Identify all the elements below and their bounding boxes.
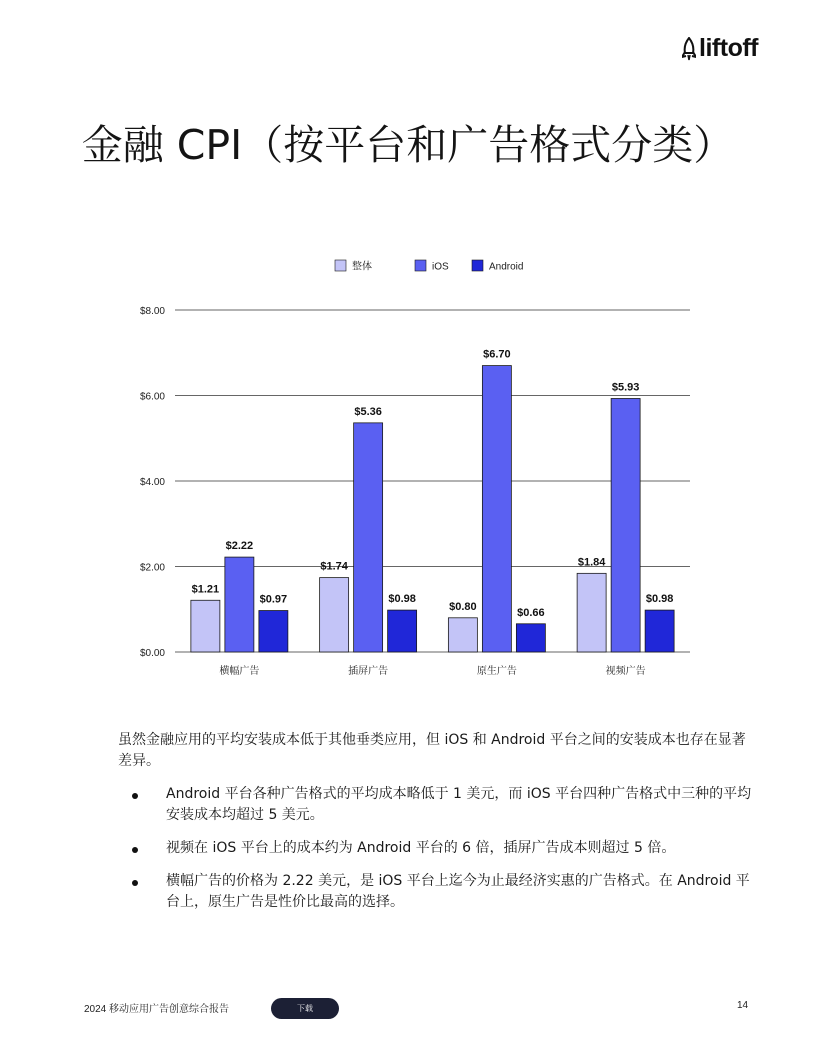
bullet-text: 横幅广告的价格为 2.22 美元，是 iOS 平台上迄今为止最经济实惠的广告格式。在 Android 平台上，原生广告是性价比最高的选择。 (166, 873, 750, 910)
legend-swatch (415, 260, 426, 271)
data-label: $0.98 (645, 593, 674, 606)
bar (320, 578, 349, 652)
bar (516, 624, 545, 652)
page-number: 14 (737, 1000, 749, 1011)
category-label: 插屏广告 (348, 666, 389, 677)
bullet-dot-icon (132, 880, 138, 886)
y-tick-label: $2.00 (139, 562, 165, 574)
bullet-dot-icon (132, 793, 138, 799)
bar (354, 423, 383, 652)
bullet-text: Android 平台各种广告格式的平均成本略低于 1 美元，而 iOS 平台四种广告格式中三种的平均安装成本均超过 5 美元。 (166, 786, 752, 823)
bar (191, 600, 220, 652)
intro-paragraph: 虽然金融应用的平均安装成本低于其他垂类应用，但 iOS 和 Android 平台之间的安装成本也存在显著差异。 (118, 732, 746, 769)
category-label: 视频广告 (605, 666, 646, 677)
data-label: $0.97 (259, 593, 288, 606)
bullet-item (118, 838, 758, 859)
data-label: $1.74 (320, 560, 348, 573)
bar (225, 557, 254, 652)
legend-label: Android (489, 261, 524, 273)
bar (482, 366, 511, 652)
legend-swatch (472, 260, 483, 271)
data-label: $5.93 (611, 381, 640, 394)
y-tick-label: $4.00 (139, 477, 165, 488)
legend-swatch (335, 260, 346, 271)
bar (645, 610, 674, 652)
bullet-text: 视频在 iOS 平台上的成本约为 Android 平台的 6 倍，插屏广告成本则超过 5 倍。 (166, 840, 676, 856)
data-label: $1.84 (577, 556, 606, 569)
bullet-list (118, 784, 758, 925)
brand-name: liftoff (699, 34, 758, 62)
legend-label: 整体 (352, 261, 372, 273)
download-button[interactable]: 下载 (271, 998, 339, 1019)
bar (259, 611, 288, 652)
data-label: $2.22 (225, 540, 254, 553)
y-tick-label: $6.00 (139, 391, 165, 403)
data-label: $6.70 (483, 348, 511, 361)
bar (611, 398, 640, 652)
footer-report-title: 2024 移动应用广告创意综合报告 (84, 1004, 230, 1015)
legend-label: iOS (432, 261, 449, 273)
data-label: $5.36 (354, 405, 382, 418)
bullet-item (118, 784, 758, 826)
y-tick-label: $8.00 (139, 306, 165, 317)
y-tick-label: $0.00 (139, 648, 165, 659)
bullet-dot-icon (132, 847, 138, 853)
data-label: $0.98 (388, 593, 416, 606)
bar (577, 573, 606, 652)
bullet-item (118, 871, 758, 913)
data-label: $1.21 (191, 583, 220, 596)
bar (388, 610, 417, 652)
page-title: 金融 CPI（按平台和广告格式分类） (81, 121, 735, 169)
category-label: 横幅广告 (219, 666, 260, 677)
data-label: $0.80 (449, 600, 477, 613)
category-label: 原生广告 (476, 666, 517, 677)
data-label: $0.66 (517, 606, 545, 619)
bar (448, 618, 477, 652)
